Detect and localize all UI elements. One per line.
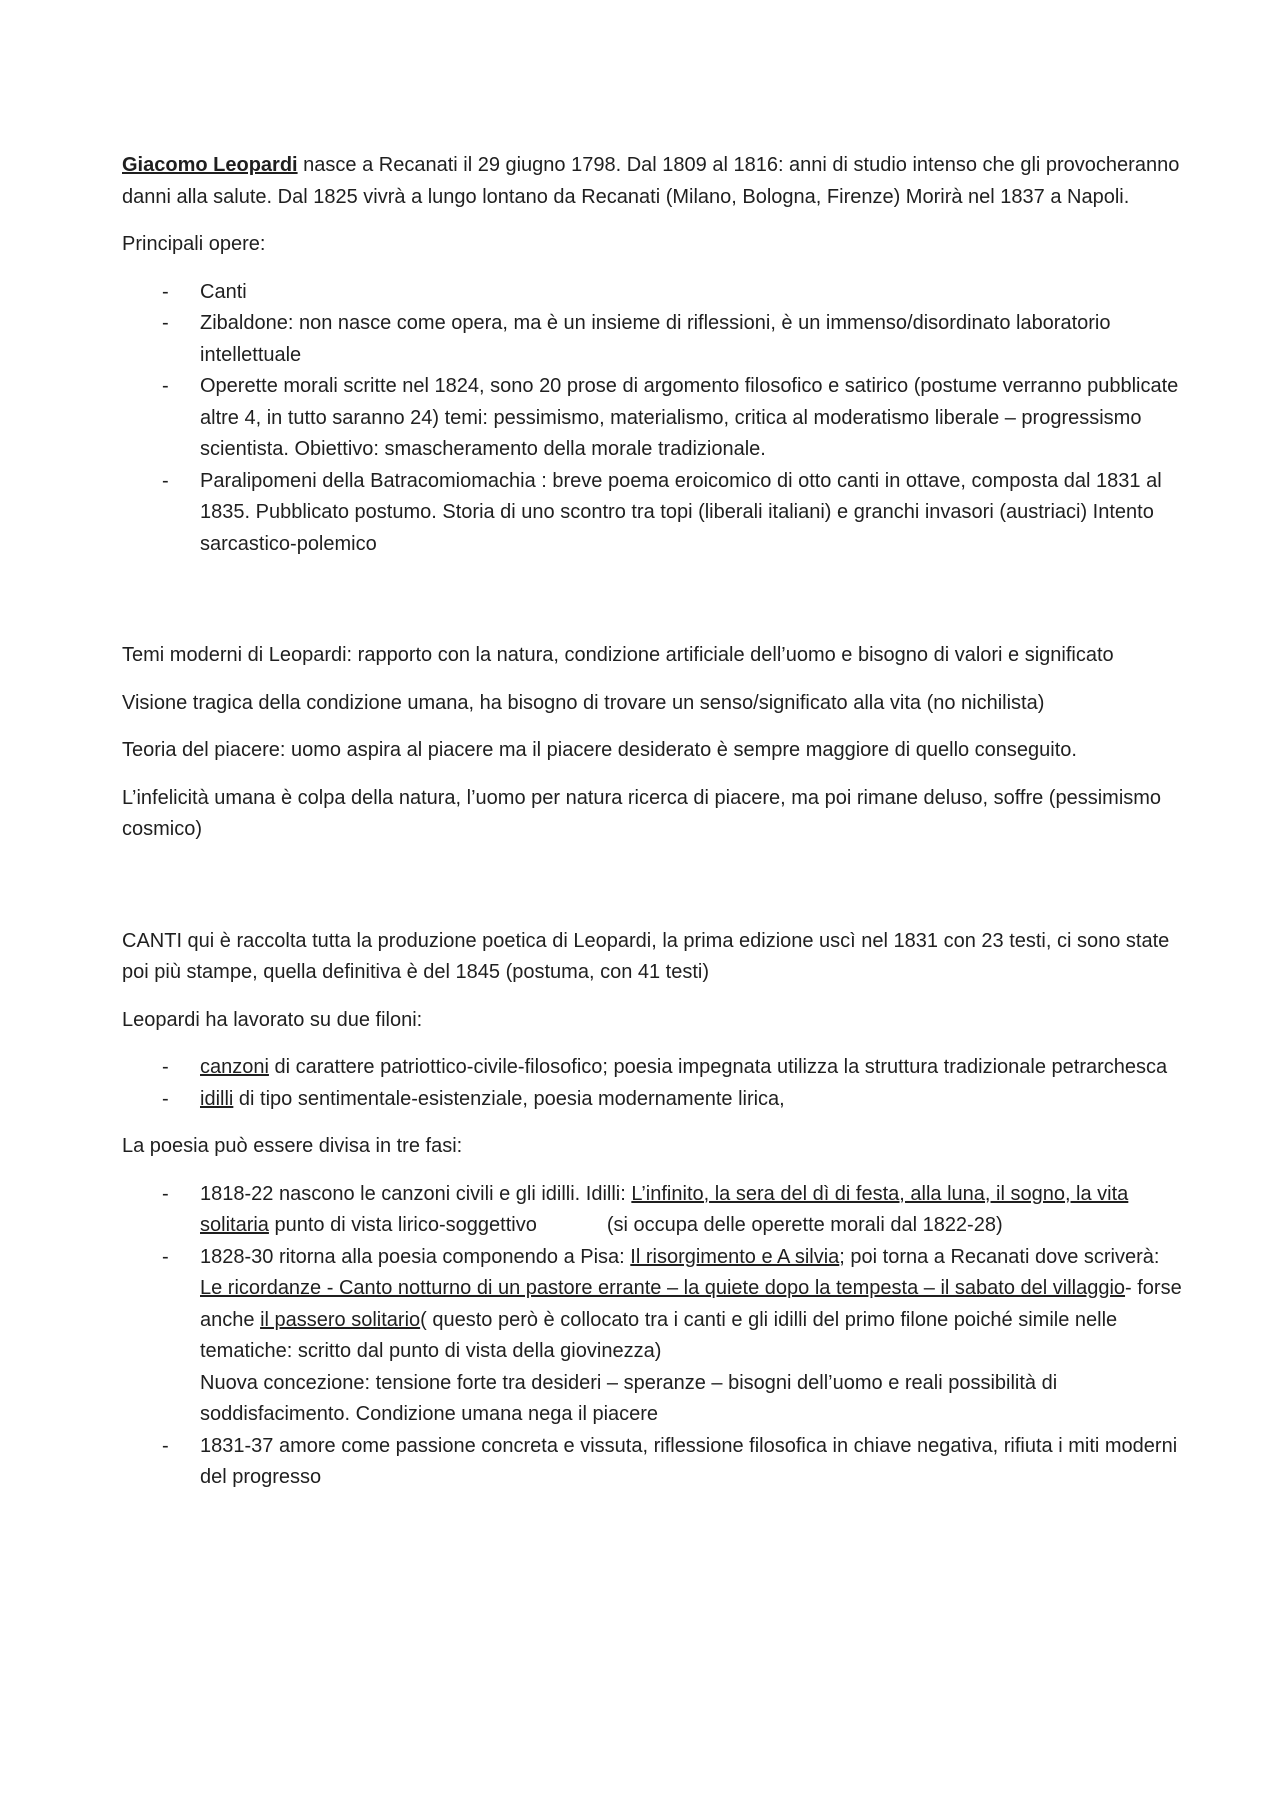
list-item: - 1831-37 amore come passione concreta e vissuta, riflessione filosofica in chiave negativa, rifiuta i miti moderni del progresso (122, 1431, 1182, 1494)
list-item: - Zibaldone: non nasce come opera, ma è un insieme di riflessioni, è un immenso/disordinato laboratorio intellettuale (122, 308, 1182, 371)
themes-paragraph: Temi moderni di Leopardi: rapporto con la natura, condizione artificiale dell’uomo e bisogno di valori e significato (122, 644, 1114, 666)
list-item: - 1818-22 nascono le canzoni civili e gli idilli. Idilli: L’infinito, la sera del dì di festa, alla luna, il sogno, la vita solitaria punto di vista lirico-soggettivo (si occupa delle operette morali dal 1822-28) (122, 1179, 1182, 1242)
recanati-works: Le ricordanze - Canto notturno di un pastore errante – la quiete dopo la tempesta – il sabato del villaggio (200, 1277, 1126, 1299)
list-item: - idilli di tipo sentimentale-esistenziale, poesia modernamente lirica, (122, 1084, 1182, 1116)
intro-text: nasce a Recanati il 29 giugno 1798. Dal 1809 al 1816: anni di studio intenso che gli provocheranno danni alla salute. Dal 1825 vivrà a lungo lontano da Recanati (Milano, Bologna, Firenze) Morirà nel 1837 a Napoli. (122, 154, 1180, 208)
pleasure-theory-paragraph: Teoria del piacere: uomo aspira al piacere ma il piacere desiderato è sempre maggiore di quello conseguito. (122, 739, 1077, 761)
filone-term: canzoni (200, 1056, 269, 1078)
fasi-list (122, 1179, 1182, 1494)
works-list (122, 277, 1182, 561)
filoni-list (122, 1052, 1182, 1115)
canti-intro-paragraph: CANTI qui è raccolta tutta la produzione poetica di Leopardi, la prima edizione uscì nel 1831 con 23 testi, ci sono state poi più stampe, quella definitiva è del 1845 (postuma, con 41 testi) (122, 929, 1170, 983)
list-item: - Operette morali scritte nel 1824, sono 20 prose di argomento filosofico e satirico (postume verranno pubblicate altre 4, in tutto saranno 24) temi: pessimismo, materialismo, critica al moderatismo liberale – progressismo scientista. Obiettivo: smascheramento della morale tradizionale. (122, 371, 1182, 466)
works-heading: Principali opere: (122, 233, 266, 255)
pisa-works: Il risorgimento e A silvia (630, 1245, 840, 1268)
tragic-vision-paragraph: Visione tragica della condizione umana, ha bisogno di trovare un senso/significato alla vita (no nichilista) (122, 691, 1045, 714)
list-item: - Paralipomeni della Batracomiomachia : breve poema eroicomico di otto canti in ottave, composta dal 1831 al 1835. Pubblicato postumo. Storia di uno scontro tra topi (liberali italiani) e granchi invasori (austriaci) Intento sarcastico-polemico (122, 466, 1182, 561)
fasi-heading: La poesia può essere divisa in tre fasi: (122, 1135, 463, 1157)
section-gap (122, 576, 1182, 640)
filone-term: idilli (200, 1087, 234, 1110)
list-item: - 1828-30 ritorna alla poesia componendo a Pisa: Il risorgimento e A silvia; poi torna a Recanati dove scriverà: Le ricordanze - Canto notturno di un pastore errante – la quiete dopo la tempesta – il sabato del villaggio- forse anche il passero solitario( questo però è collocato tra i canti e gli idilli del primo filone poiché simile nelle tematiche: scritto dal punto di vista della giovinezza) Nuova concezione: tensione forte tra desideri – speranze – bisogni dell’uomo e reali possibilità di soddisfacimento. Condizione umana nega il piacere (122, 1242, 1182, 1431)
filoni-heading: Leopardi ha lavorato su due filoni: (122, 1008, 423, 1031)
passero-work: il passero solitario (260, 1308, 421, 1331)
idilli-works: L’infinito, la sera del dì di festa, alla luna, il sogno, la vita solitaria (200, 1182, 1129, 1236)
section-gap (122, 862, 1182, 926)
operette-note: (si occupa delle operette morali dal 1822-28) (606, 1214, 1003, 1236)
list-item: - Canti (122, 277, 1182, 309)
unhappiness-paragraph: L’infelicità umana è colpa della natura, l’uomo per natura ricerca di piacere, ma poi rimane deluso, soffre (pessimismo cosmico) (122, 786, 1162, 840)
list-item: - canzoni di carattere patriottico-civile-filosofico; poesia impegnata utilizza la struttura tradizionale petrarchesca (122, 1052, 1182, 1084)
author-name: Giacomo Leopardi (122, 154, 298, 176)
new-conception: Nuova concezione: tensione forte tra desideri – speranze – bisogni dell’uomo e reali possibilità di soddisfacimento. Condizione umana nega il piacere (200, 1371, 1058, 1425)
document-page (122, 150, 1182, 1510)
intro-paragraph (122, 150, 1182, 213)
